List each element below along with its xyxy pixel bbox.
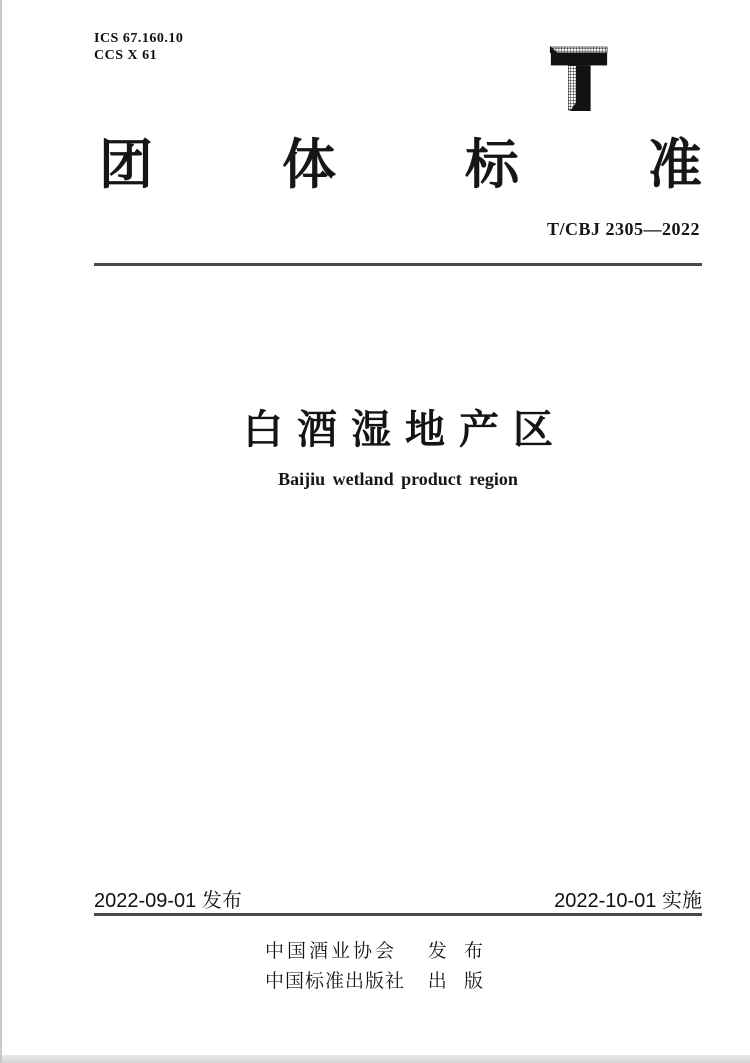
publisher-row	[265, 966, 489, 993]
document-title-cn: 白酒湿地产区	[243, 408, 567, 452]
standard-number: T/CBJ 2305—2022	[546, 219, 700, 239]
masthead-char: 准	[648, 135, 702, 195]
ics-code: ICS 67.160.10	[94, 31, 184, 46]
implementation-date: 2022-10-01 实施	[554, 890, 702, 912]
publisher-name: 中国标准出版社	[265, 971, 406, 992]
footer-divider-rule	[94, 913, 702, 916]
classification-codes	[94, 30, 183, 64]
publisher-name: 中国酒业协会	[265, 941, 398, 962]
header-divider-rule	[94, 263, 702, 266]
footer-dates	[94, 884, 702, 913]
publisher-row	[265, 936, 489, 963]
t-standard-logo-icon	[547, 44, 611, 114]
ccs-code: CCS X 61	[94, 48, 158, 63]
page-bottom-edge	[2, 1055, 750, 1063]
masthead-char: 体	[282, 135, 336, 195]
publisher-role: 发 布	[427, 941, 489, 962]
masthead-char: 团	[99, 135, 153, 195]
issue-date: 2022-09-01 发布	[94, 890, 242, 912]
masthead-char: 标	[465, 135, 519, 195]
masthead-standard-type	[99, 135, 702, 195]
publisher-role: 出 版	[427, 971, 489, 992]
document-title-en: Baijiu wetland product region	[278, 469, 518, 489]
